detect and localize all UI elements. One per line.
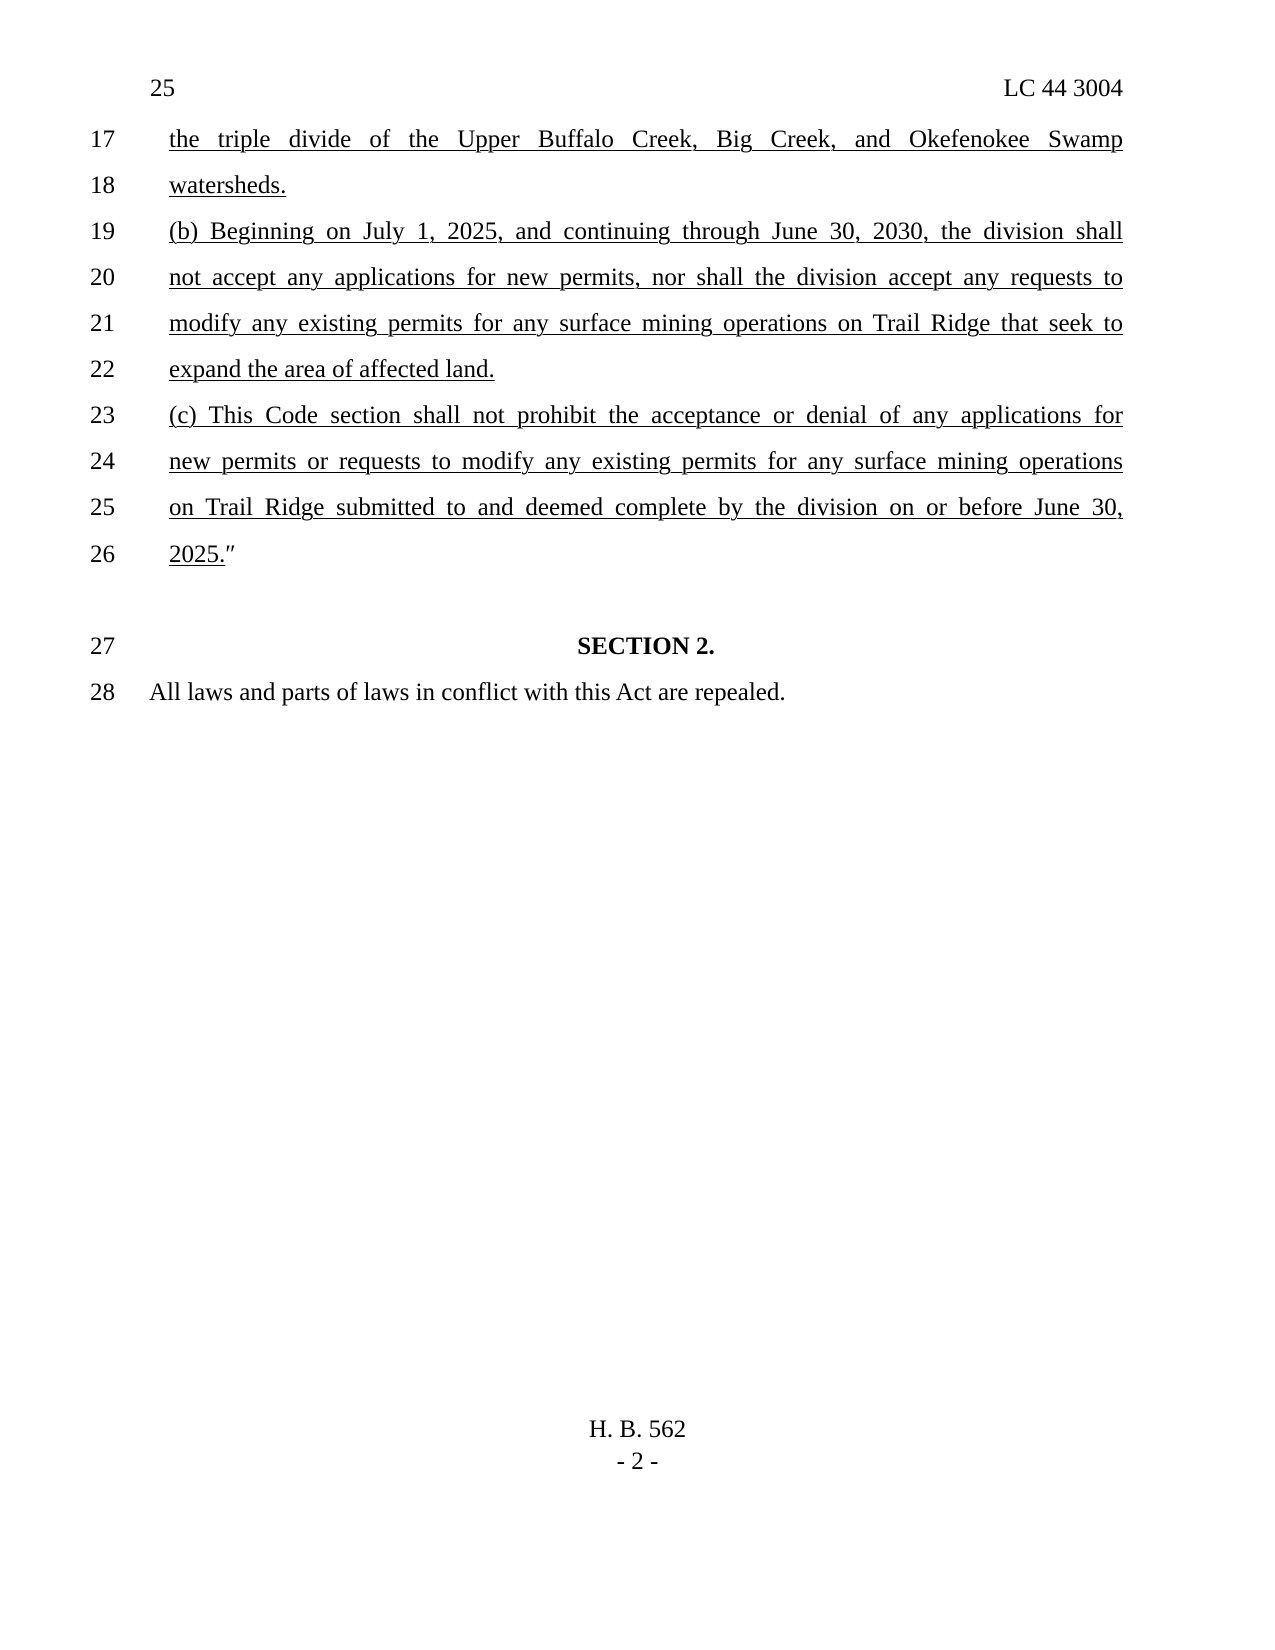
line-number: 27 [90, 633, 115, 660]
page-header-left: 25 [150, 75, 175, 102]
line-number: 28 [90, 679, 115, 706]
text-line-24 [0, 447, 1275, 493]
line-number: 18 [90, 172, 115, 199]
line-text: new permits or requests to modify any existing permits for any surface mining operations [169, 448, 1123, 475]
line-text: 2025. [169, 541, 226, 568]
section-heading: SECTION 2. [577, 633, 715, 660]
text-line-26 [0, 540, 1275, 586]
line-number: 19 [90, 218, 115, 245]
line-text: expand the area of affected land. [169, 356, 495, 383]
page-header-right: LC 44 3004 [1003, 75, 1123, 102]
line-number: 26 [90, 541, 115, 568]
line-text: not accept any applications for new permits, nor shall the division accept any requests to [169, 264, 1123, 291]
text-line-17 [0, 125, 1275, 171]
closing-quote-mark: ″ [225, 541, 236, 568]
line-text: (b) Beginning on July 1, 2025, and continuing through June 30, 2030, the division shall [169, 218, 1123, 245]
line-text: watersheds. [169, 172, 287, 199]
text-line-19 [0, 217, 1275, 263]
footer-bill-number: H. B. 562 [588, 1416, 687, 1443]
repeal-clause: All laws and parts of laws in conflict with this Act are repealed. [149, 679, 786, 706]
line-text: modify any existing permits for any surface mining operations on Trail Ridge that seek to [169, 310, 1123, 337]
text-line-20 [0, 263, 1275, 309]
text-line-21 [0, 309, 1275, 355]
line-number: 25 [90, 494, 115, 521]
line-text: the triple divide of the Upper Buffalo Creek, Big Creek, and Okefenokee Swamp [169, 126, 1123, 153]
line-number: 22 [90, 356, 115, 383]
text-line-22 [0, 355, 1275, 401]
line-number: 24 [90, 448, 115, 475]
text-line-18 [0, 171, 1275, 217]
line-number: 20 [90, 264, 115, 291]
line-number: 17 [90, 126, 115, 153]
line-number: 21 [90, 310, 115, 337]
line-number: 23 [90, 402, 115, 429]
line-text: on Trail Ridge submitted to and deemed complete by the division on or before June 30, [169, 494, 1123, 521]
line-text: (c) This Code section shall not prohibit the acceptance or denial of any applications for [169, 402, 1123, 429]
text-line-25 [0, 493, 1275, 539]
footer-page-number: - 2 - [616, 1448, 659, 1475]
text-line-23 [0, 401, 1275, 447]
